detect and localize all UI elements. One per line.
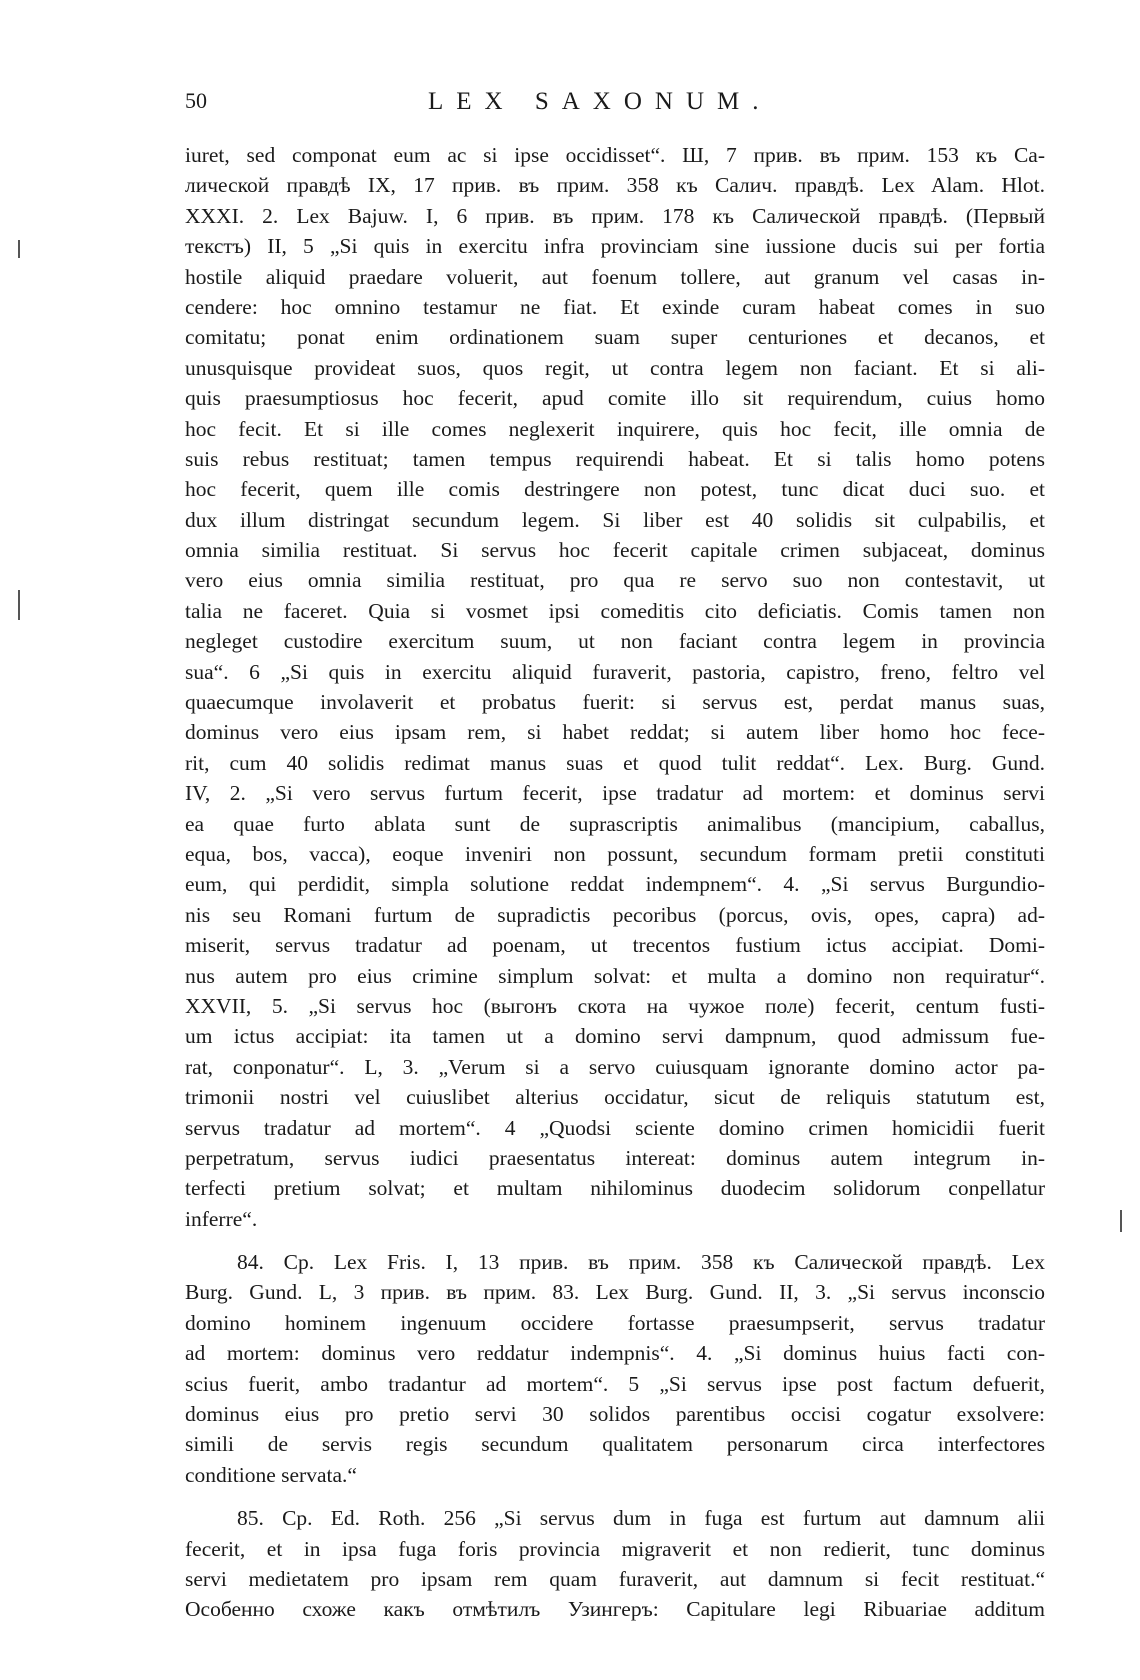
paragraph-gap (185, 1234, 1045, 1247)
text-line: hostile aliquid praedare voluerit, aut foenum tollere, aut granum vel casas in- (185, 264, 1045, 289)
text-line: rat, conponatur“. L, 3. „Verum si a servo cuiusquam ignorante domino actor pa- (185, 1054, 1045, 1079)
paragraph (185, 1503, 1045, 1625)
text-line: comitatu; ponat enim ordinationem suam super centuriones et decanos, et (185, 325, 1045, 350)
text-line: negleget custodire exercitum suum, ut non faciant contra legem in provincia (185, 629, 1045, 654)
page-number: 50 (185, 88, 207, 113)
text-line: dominus eius pro pretio servi 30 solidos parentibus occisi cogatur exsolvere: (185, 1402, 1045, 1427)
right-margin-mark (1120, 1210, 1122, 1232)
text-line: perpetratum, servus iudici praesentatus intereat: dominus autem integrum in- (185, 1145, 1045, 1170)
text-line: talia ne faceret. Quia si vosmet ipsi comeditis cito deficiatis. Comis tamen non (185, 598, 1045, 623)
text-line: ad mortem: dominus vero reddatur indempnis“. 4. „Si dominus huius facti con- (185, 1341, 1045, 1366)
text-line: nus autem pro eius crimine simplum solvat: et multa a domino non requiratur“. (185, 963, 1045, 988)
text-line: hoc fecerit, quem ille comis destringere non potest, tunc dicat duci suo. et (185, 477, 1045, 502)
text-line: unusquisque provideat suos, quos regit, ut contra legem non faciant. Et si ali- (185, 355, 1045, 380)
text-line: domino hominem ingenuum occidere fortasse praesumpserit, servus tradatur (185, 1310, 1045, 1335)
text-line: trimonii nostri vel cuiuslibet alterius occidatur, sicut de reliquis statutum est, (185, 1085, 1045, 1110)
page-header (185, 88, 1045, 118)
text-line: dominus vero eius ipsam rem, si habet reddat; si autem liber homo hoc fece- (185, 720, 1045, 745)
text-line: XXXI. 2. Lex Bajuw. I, 6 прив. въ прим. 178 къ Салической правдѣ. (Первый (185, 203, 1045, 228)
text-line: simili de servis regis secundum qualitatem personarum circa interfectores (185, 1432, 1045, 1457)
text-line: quis praesumptiosus hoc fecerit, apud comite illo sit requirendum, cuius homo (185, 386, 1045, 411)
text-line: servus tradatur ad mortem“. 4 „Quodsi sciente domino crimen homicidii fuerit (185, 1115, 1045, 1140)
text-line: XXVII, 5. „Si servus hoc (выгонъ скота на чужое поле) fecerit, centum fusti- (185, 993, 1045, 1018)
text-line: servi medietatem pro ipsam rem quam furaverit, aut damnum si fecit restituat.“ (185, 1566, 1045, 1591)
paragraph-gap (185, 1490, 1045, 1503)
text-line: equa, bos, vacca), eoque inveniri non possunt, secundum formam pretii constituti (185, 841, 1045, 866)
text-line: текстъ) II, 5 „Si quis in exercitu infra provinciam sine iussione ducis sui per fortia (185, 234, 1045, 259)
text-line: omnia similia restituat. Si servus hoc fecerit capitale crimen subjaceat, dominus (185, 538, 1045, 563)
text-line: ea quae furto ablata sunt de suprascriptis animalibus (mancipium, caballus, (185, 811, 1045, 836)
left-margin-mark (18, 590, 20, 620)
left-margin-mark (18, 240, 20, 258)
text-line: nis seu Romani furtum de supradictis pecoribus (porcus, ovis, opes, capra) ad- (185, 902, 1045, 927)
text-line: miserit, servus tradatur ad poenam, ut trecentos fustium ictus accipiat. Domi- (185, 933, 1045, 958)
text-line: terfecti pretium solvat; et multam nihilominus duodecim solidorum conpellatur (185, 1176, 1045, 1201)
text-line: 85. Cp. Ed. Roth. 256 „Si servus dum in fuga est furtum aut damnum alii (237, 1506, 1045, 1531)
text-line: rit, cum 40 solidis redimat manus suas et quod tulit reddat“. Lex. Burg. Gund. (185, 750, 1045, 775)
text-line: Особенно схоже какъ отмѣтилъ Узингеръ: Capitulare legi Ribuariae additum (185, 1597, 1045, 1622)
text-line: scius fuerit, ambo tradantur ad mortem“. 5 „Si servus ipse post factum defuerit, (185, 1371, 1045, 1396)
text-line: sua“. 6 „Si quis in exercitu aliquid furaverit, pastoria, capistro, freno, feltro vel (185, 659, 1045, 684)
text-line: quaecumque involaverit et probatus fuerit: si servus est, perdat manus suas, (185, 690, 1045, 715)
text-line: inferre“. (185, 1206, 258, 1231)
text-line: IV, 2. „Si vero servus furtum fecerit, ipse tradatur ad mortem: et dominus servi (185, 781, 1045, 806)
text-line: eum, qui perdidit, simpla solutione reddat indempnem“. 4. „Si servus Burgundio- (185, 872, 1045, 897)
text-line: 84. Cp. Lex Fris. I, 13 прив. въ прим. 358 къ Салической правдѣ. Lex (237, 1250, 1045, 1275)
text-line: um ictus accipiat: ita tamen ut a domino servi dampnum, quod admissum fue- (185, 1024, 1045, 1049)
text-line: suis rebus restituat; tamen tempus requirendi habeat. Et si talis homo potens (185, 446, 1045, 471)
text-line: conditione servata.“ (185, 1462, 357, 1487)
text-line: dux illum distringat secundum legem. Si liber est 40 solidis sit culpabilis, et (185, 507, 1045, 532)
text-line: лической правдѣ IX, 17 прив. въ прим. 358 къ Салич. правдѣ. Lex Alam. Hlot. (185, 173, 1045, 198)
text-line: vero eius omnia similia restituat, pro qua re servo suo non contestavit, ut (185, 568, 1045, 593)
paragraph (185, 1247, 1045, 1490)
text-line: Burg. Gund. L, 3 прив. въ прим. 83. Lex Burg. Gund. II, 3. „Si servus inconscio (185, 1280, 1045, 1305)
paragraph (185, 140, 1045, 1234)
body-text (185, 140, 1045, 1625)
running-title: LEX SAXONUM. (428, 88, 772, 115)
text-line: fecerit, et in ipsa fuga foris provincia migraverit et non redierit, tunc dominus (185, 1536, 1045, 1561)
text-line: cendere: hoc omnino testamur ne fiat. Et exinde curam habeat comes in suo (185, 294, 1045, 319)
text-line: iuret, sed componat eum ac si ipse occidisset“. Ш, 7 прив. въ прим. 153 къ Са- (185, 143, 1045, 167)
text-line: hoc fecit. Et si ille comes neglexerit inquirere, quis hoc fecit, ille omnia de (185, 416, 1045, 441)
